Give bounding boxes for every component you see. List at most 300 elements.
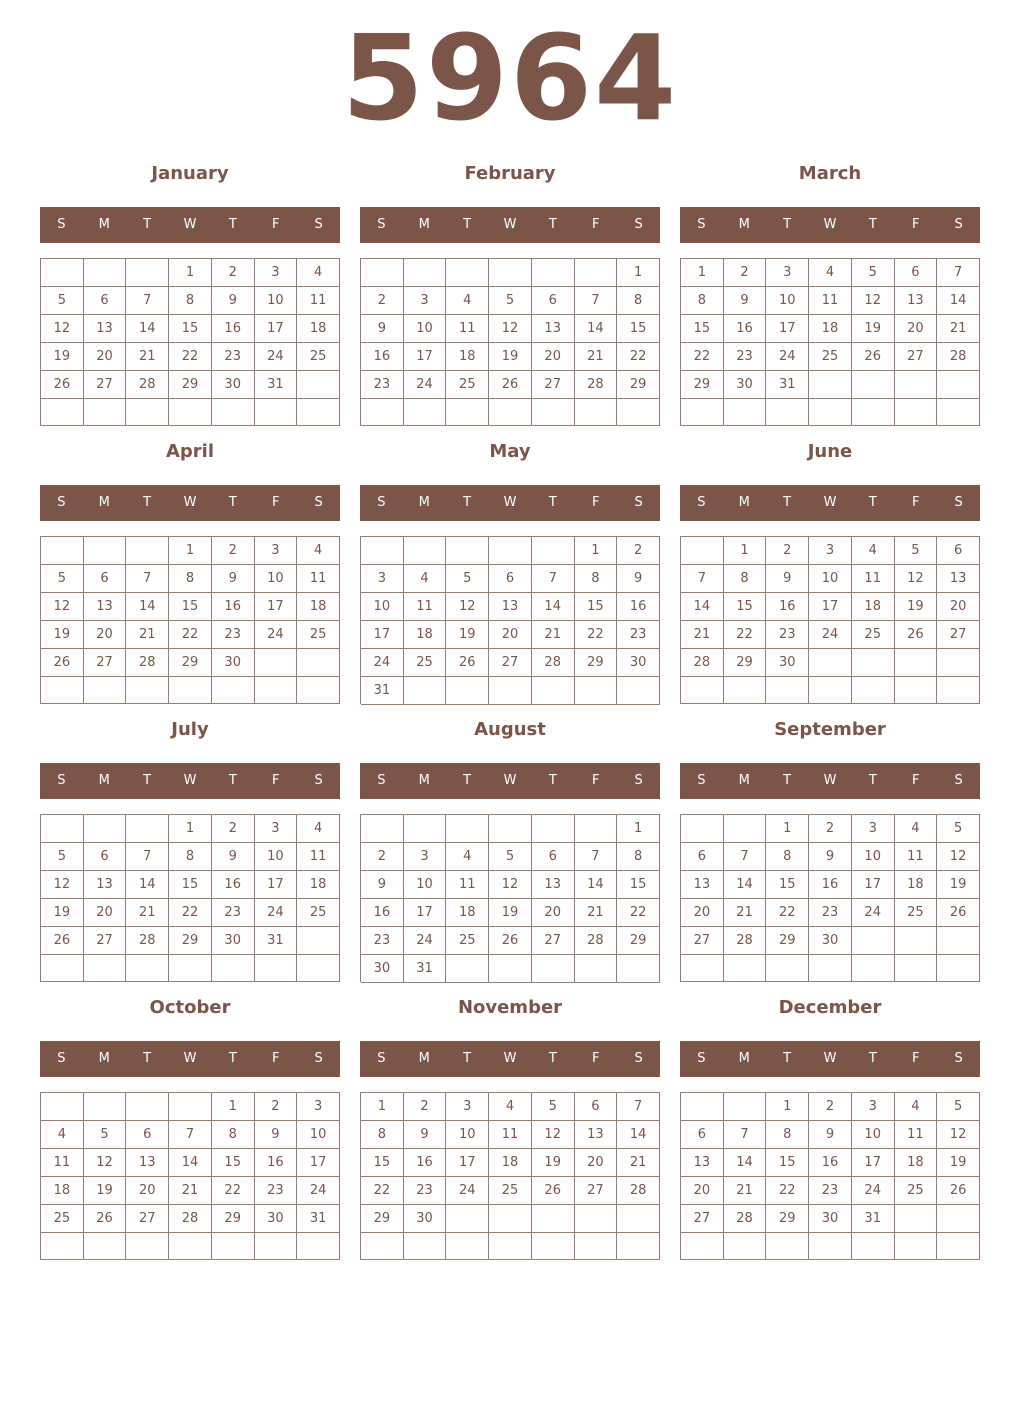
- day-cell: 8: [169, 287, 212, 315]
- day-cell: 26: [489, 371, 532, 399]
- weekday-label: W: [183, 217, 197, 232]
- day-cell: 25: [404, 649, 447, 677]
- day-cell: [575, 399, 618, 426]
- day-cell: 10: [361, 593, 404, 621]
- day-cell: 2: [212, 259, 255, 287]
- day-cell: 4: [297, 537, 340, 565]
- day-cell: 22: [617, 899, 660, 927]
- day-cell: 12: [84, 1149, 127, 1177]
- weekday-label: M: [98, 495, 110, 510]
- day-cell: [852, 677, 895, 704]
- weekday-label: W: [503, 773, 517, 788]
- day-cell: 28: [126, 649, 169, 677]
- day-cell: 28: [617, 1177, 660, 1205]
- day-cell: [532, 399, 575, 426]
- day-cell: 1: [212, 1093, 255, 1121]
- day-cell: 19: [84, 1177, 127, 1205]
- day-cell: 15: [681, 315, 724, 343]
- day-cell: 13: [937, 565, 980, 593]
- day-cell: [489, 677, 532, 705]
- day-cell: 7: [724, 1121, 767, 1149]
- day-cell: 22: [575, 621, 618, 649]
- day-cell: 13: [84, 593, 127, 621]
- weekday-label: T: [868, 495, 877, 510]
- day-cell: 20: [84, 621, 127, 649]
- day-cell: 5: [532, 1093, 575, 1121]
- day-cell: 21: [126, 621, 169, 649]
- day-cell: [532, 537, 575, 565]
- day-cell: 25: [297, 343, 340, 371]
- day-cell: 6: [84, 565, 127, 593]
- day-cell: 23: [212, 343, 255, 371]
- day-cell: [937, 1233, 980, 1260]
- day-cell: 3: [766, 259, 809, 287]
- day-cell: [446, 1205, 489, 1233]
- day-cell: [895, 1205, 938, 1233]
- day-cell: [84, 259, 127, 287]
- day-cell: 12: [489, 871, 532, 899]
- day-grid: [360, 536, 660, 704]
- day-cell: [681, 955, 724, 982]
- day-cell: [852, 1233, 895, 1260]
- day-cell: [41, 677, 84, 704]
- day-cell: 23: [361, 927, 404, 955]
- day-cell: [809, 1233, 852, 1260]
- day-cell: 3: [404, 287, 447, 315]
- day-cell: 28: [126, 927, 169, 955]
- weekday-header: [40, 1041, 340, 1077]
- month-name: September: [774, 719, 886, 740]
- day-cell: 27: [532, 371, 575, 399]
- day-cell: [297, 371, 340, 399]
- day-cell: 29: [575, 649, 618, 677]
- month-name: March: [798, 163, 862, 184]
- day-cell: 17: [852, 1149, 895, 1177]
- day-cell: 19: [41, 899, 84, 927]
- weekday-label: M: [418, 773, 430, 788]
- day-cell: 27: [489, 649, 532, 677]
- day-cell: 30: [809, 927, 852, 955]
- day-cell: [41, 1233, 84, 1260]
- weekday-label: M: [738, 217, 750, 232]
- day-cell: [297, 1233, 340, 1260]
- day-cell: 19: [937, 1149, 980, 1177]
- day-cell: [169, 1093, 212, 1121]
- day-cell: [895, 927, 938, 955]
- weekday-label: T: [868, 217, 877, 232]
- day-cell: 3: [404, 843, 447, 871]
- day-cell: 19: [489, 343, 532, 371]
- day-cell: 22: [724, 621, 767, 649]
- day-cell: 7: [575, 287, 618, 315]
- day-cell: 24: [255, 343, 298, 371]
- day-cell: 29: [766, 927, 809, 955]
- day-cell: [84, 955, 127, 982]
- day-cell: [169, 1233, 212, 1260]
- day-cell: 9: [361, 871, 404, 899]
- day-cell: [937, 371, 980, 399]
- day-grid: [680, 536, 980, 704]
- weekday-label: T: [463, 217, 472, 232]
- day-cell: 28: [724, 927, 767, 955]
- weekday-label: T: [463, 1051, 472, 1066]
- day-grid: [360, 814, 660, 982]
- day-cell: 7: [617, 1093, 660, 1121]
- day-cell: 2: [361, 843, 404, 871]
- day-cell: [446, 259, 489, 287]
- day-cell: [724, 1233, 767, 1260]
- day-cell: 14: [575, 871, 618, 899]
- day-cell: 7: [575, 843, 618, 871]
- day-cell: 12: [446, 593, 489, 621]
- weekday-label: M: [418, 217, 430, 232]
- day-cell: [84, 399, 127, 426]
- weekday-header: [360, 763, 660, 799]
- day-cell: 20: [489, 621, 532, 649]
- day-cell: 13: [681, 1149, 724, 1177]
- day-cell: 11: [41, 1149, 84, 1177]
- day-cell: [297, 927, 340, 955]
- day-cell: [617, 1233, 660, 1260]
- day-cell: 3: [255, 537, 298, 565]
- day-cell: 30: [404, 1205, 447, 1233]
- weekday-header: [680, 1041, 980, 1077]
- weekday-label: F: [591, 495, 600, 510]
- day-cell: 23: [809, 899, 852, 927]
- day-cell: 24: [809, 621, 852, 649]
- day-cell: 9: [361, 315, 404, 343]
- day-cell: 22: [617, 343, 660, 371]
- day-cell: 18: [297, 871, 340, 899]
- day-cell: 27: [575, 1177, 618, 1205]
- day-cell: [852, 399, 895, 426]
- day-cell: [446, 677, 489, 705]
- day-cell: 9: [617, 565, 660, 593]
- day-cell: 19: [41, 621, 84, 649]
- day-cell: 6: [532, 843, 575, 871]
- day-cell: 27: [532, 927, 575, 955]
- day-cell: 22: [212, 1177, 255, 1205]
- day-cell: 3: [852, 1093, 895, 1121]
- day-cell: 9: [212, 565, 255, 593]
- weekday-label: S: [634, 495, 643, 510]
- day-cell: 5: [41, 565, 84, 593]
- day-cell: [84, 815, 127, 843]
- weekday-label: F: [911, 217, 920, 232]
- weekday-label: T: [228, 217, 237, 232]
- day-grid: [40, 814, 340, 982]
- month-name: June: [807, 441, 853, 462]
- day-cell: 22: [681, 343, 724, 371]
- day-cell: 3: [297, 1093, 340, 1121]
- day-cell: [84, 1233, 127, 1260]
- day-cell: 11: [404, 593, 447, 621]
- day-cell: 15: [575, 593, 618, 621]
- day-cell: 4: [41, 1121, 84, 1149]
- day-cell: [532, 259, 575, 287]
- day-cell: 21: [575, 343, 618, 371]
- month-name: July: [171, 719, 209, 740]
- day-cell: 8: [681, 287, 724, 315]
- day-cell: 12: [852, 287, 895, 315]
- month-name: August: [474, 719, 546, 740]
- day-cell: 31: [361, 677, 404, 705]
- day-cell: 19: [937, 871, 980, 899]
- weekday-label: T: [463, 773, 472, 788]
- weekday-label: S: [634, 1051, 643, 1066]
- weekday-label: S: [697, 1051, 706, 1066]
- day-cell: 16: [766, 593, 809, 621]
- day-cell: 12: [532, 1121, 575, 1149]
- weekday-label: T: [548, 495, 557, 510]
- day-cell: [681, 815, 724, 843]
- day-cell: [937, 927, 980, 955]
- weekday-label: T: [548, 1051, 557, 1066]
- day-cell: 10: [446, 1121, 489, 1149]
- day-cell: [489, 955, 532, 983]
- day-cell: [852, 955, 895, 982]
- day-cell: 13: [84, 315, 127, 343]
- day-cell: [169, 955, 212, 982]
- day-cell: 22: [169, 343, 212, 371]
- day-cell: 3: [255, 259, 298, 287]
- day-cell: 5: [895, 537, 938, 565]
- day-cell: [126, 259, 169, 287]
- day-cell: 4: [297, 815, 340, 843]
- day-cell: 8: [169, 843, 212, 871]
- day-cell: 15: [361, 1149, 404, 1177]
- day-cell: 28: [575, 927, 618, 955]
- day-cell: 20: [681, 1177, 724, 1205]
- day-cell: [212, 1233, 255, 1260]
- day-cell: 19: [489, 899, 532, 927]
- day-cell: [809, 677, 852, 704]
- day-cell: 17: [255, 593, 298, 621]
- weekday-label: S: [57, 1051, 66, 1066]
- day-cell: [126, 815, 169, 843]
- day-cell: 2: [724, 259, 767, 287]
- day-cell: 28: [724, 1205, 767, 1233]
- day-cell: 24: [404, 371, 447, 399]
- weekday-header: [680, 485, 980, 521]
- day-cell: 28: [169, 1205, 212, 1233]
- day-cell: 6: [895, 259, 938, 287]
- day-cell: 31: [852, 1205, 895, 1233]
- day-cell: [361, 1233, 404, 1260]
- day-cell: [169, 677, 212, 704]
- day-cell: 13: [84, 871, 127, 899]
- day-cell: 24: [297, 1177, 340, 1205]
- day-cell: 15: [617, 871, 660, 899]
- day-cell: 8: [617, 843, 660, 871]
- day-cell: [489, 259, 532, 287]
- day-cell: 23: [724, 343, 767, 371]
- day-grid: [40, 536, 340, 704]
- day-cell: 22: [169, 899, 212, 927]
- weekday-label: M: [98, 217, 110, 232]
- day-cell: [404, 399, 447, 426]
- day-cell: 4: [852, 537, 895, 565]
- day-cell: 10: [852, 1121, 895, 1149]
- day-cell: [169, 399, 212, 426]
- day-cell: 25: [489, 1177, 532, 1205]
- day-cell: [489, 537, 532, 565]
- day-cell: [212, 677, 255, 704]
- day-cell: 4: [809, 259, 852, 287]
- day-cell: 21: [617, 1149, 660, 1177]
- weekday-label: S: [57, 217, 66, 232]
- day-cell: [617, 1205, 660, 1233]
- day-cell: [446, 1233, 489, 1260]
- day-cell: 8: [724, 565, 767, 593]
- day-cell: 21: [575, 899, 618, 927]
- day-cell: [809, 649, 852, 677]
- day-cell: 22: [169, 621, 212, 649]
- day-cell: 23: [809, 1177, 852, 1205]
- day-cell: 12: [41, 871, 84, 899]
- day-cell: [84, 537, 127, 565]
- day-cell: 11: [446, 871, 489, 899]
- month-name: January: [151, 163, 229, 184]
- day-cell: [937, 649, 980, 677]
- day-cell: 17: [446, 1149, 489, 1177]
- day-cell: [766, 1233, 809, 1260]
- day-cell: 24: [255, 621, 298, 649]
- day-cell: 11: [895, 843, 938, 871]
- day-cell: 14: [724, 1149, 767, 1177]
- day-cell: 2: [212, 815, 255, 843]
- day-cell: 24: [852, 1177, 895, 1205]
- day-cell: 25: [297, 899, 340, 927]
- day-cell: 19: [852, 315, 895, 343]
- day-cell: 29: [169, 927, 212, 955]
- day-cell: 20: [126, 1177, 169, 1205]
- day-cell: 8: [169, 565, 212, 593]
- day-cell: 6: [84, 287, 127, 315]
- day-cell: 30: [255, 1205, 298, 1233]
- day-cell: [575, 815, 618, 843]
- day-cell: 23: [404, 1177, 447, 1205]
- day-cell: [532, 955, 575, 983]
- day-cell: [361, 815, 404, 843]
- weekday-label: M: [98, 773, 110, 788]
- day-cell: 29: [169, 371, 212, 399]
- day-cell: 17: [809, 593, 852, 621]
- day-cell: 14: [169, 1149, 212, 1177]
- weekday-header: [40, 207, 340, 243]
- day-cell: 17: [766, 315, 809, 343]
- day-cell: 6: [937, 537, 980, 565]
- weekday-label: S: [634, 773, 643, 788]
- day-cell: 12: [41, 593, 84, 621]
- day-grid: [360, 258, 660, 426]
- day-cell: [255, 1233, 298, 1260]
- weekday-label: S: [697, 217, 706, 232]
- weekday-label: F: [911, 1051, 920, 1066]
- day-cell: [937, 399, 980, 426]
- day-cell: 18: [297, 315, 340, 343]
- day-cell: [766, 955, 809, 982]
- day-cell: 16: [809, 871, 852, 899]
- day-grid: [40, 1092, 340, 1260]
- day-cell: 1: [766, 815, 809, 843]
- day-cell: [575, 1205, 618, 1233]
- day-cell: [41, 1093, 84, 1121]
- day-cell: 8: [766, 843, 809, 871]
- day-cell: 27: [681, 927, 724, 955]
- weekday-label: T: [783, 1051, 792, 1066]
- day-cell: 11: [446, 315, 489, 343]
- weekday-label: M: [738, 495, 750, 510]
- day-cell: 1: [617, 815, 660, 843]
- day-cell: 21: [681, 621, 724, 649]
- day-cell: [255, 649, 298, 677]
- year-title: 5964: [341, 9, 679, 147]
- day-cell: 16: [212, 593, 255, 621]
- weekday-label: T: [143, 773, 152, 788]
- day-cell: 15: [212, 1149, 255, 1177]
- weekday-label: M: [738, 773, 750, 788]
- day-cell: 22: [766, 1177, 809, 1205]
- day-grid: [40, 258, 340, 426]
- day-cell: 9: [766, 565, 809, 593]
- day-cell: 18: [489, 1149, 532, 1177]
- day-cell: [41, 955, 84, 982]
- day-cell: [297, 677, 340, 704]
- weekday-header: [40, 485, 340, 521]
- day-cell: 4: [895, 1093, 938, 1121]
- day-cell: 29: [617, 371, 660, 399]
- day-cell: 1: [169, 537, 212, 565]
- weekday-label: T: [548, 217, 557, 232]
- day-cell: 27: [84, 649, 127, 677]
- weekday-label: F: [591, 217, 600, 232]
- weekday-label: T: [783, 217, 792, 232]
- day-cell: 14: [575, 315, 618, 343]
- day-cell: [41, 537, 84, 565]
- day-cell: 15: [724, 593, 767, 621]
- day-cell: 26: [446, 649, 489, 677]
- day-cell: [532, 1205, 575, 1233]
- weekday-label: T: [143, 1051, 152, 1066]
- day-cell: 4: [895, 815, 938, 843]
- day-grid: [680, 1092, 980, 1260]
- day-cell: 17: [852, 871, 895, 899]
- day-cell: 3: [446, 1093, 489, 1121]
- weekday-label: F: [271, 217, 280, 232]
- day-grid: [360, 1092, 660, 1260]
- day-cell: 2: [212, 537, 255, 565]
- day-cell: [404, 677, 447, 705]
- weekday-label: W: [823, 495, 837, 510]
- day-cell: [404, 1233, 447, 1260]
- day-cell: 10: [255, 565, 298, 593]
- day-cell: 21: [724, 899, 767, 927]
- day-cell: 29: [169, 649, 212, 677]
- day-cell: 21: [532, 621, 575, 649]
- day-cell: 2: [255, 1093, 298, 1121]
- day-cell: 10: [809, 565, 852, 593]
- day-cell: [126, 1093, 169, 1121]
- day-cell: [404, 259, 447, 287]
- weekday-label: S: [377, 773, 386, 788]
- day-cell: 20: [575, 1149, 618, 1177]
- day-cell: 20: [681, 899, 724, 927]
- day-cell: 7: [126, 565, 169, 593]
- day-cell: 28: [575, 371, 618, 399]
- day-cell: 5: [937, 1093, 980, 1121]
- day-cell: 9: [724, 287, 767, 315]
